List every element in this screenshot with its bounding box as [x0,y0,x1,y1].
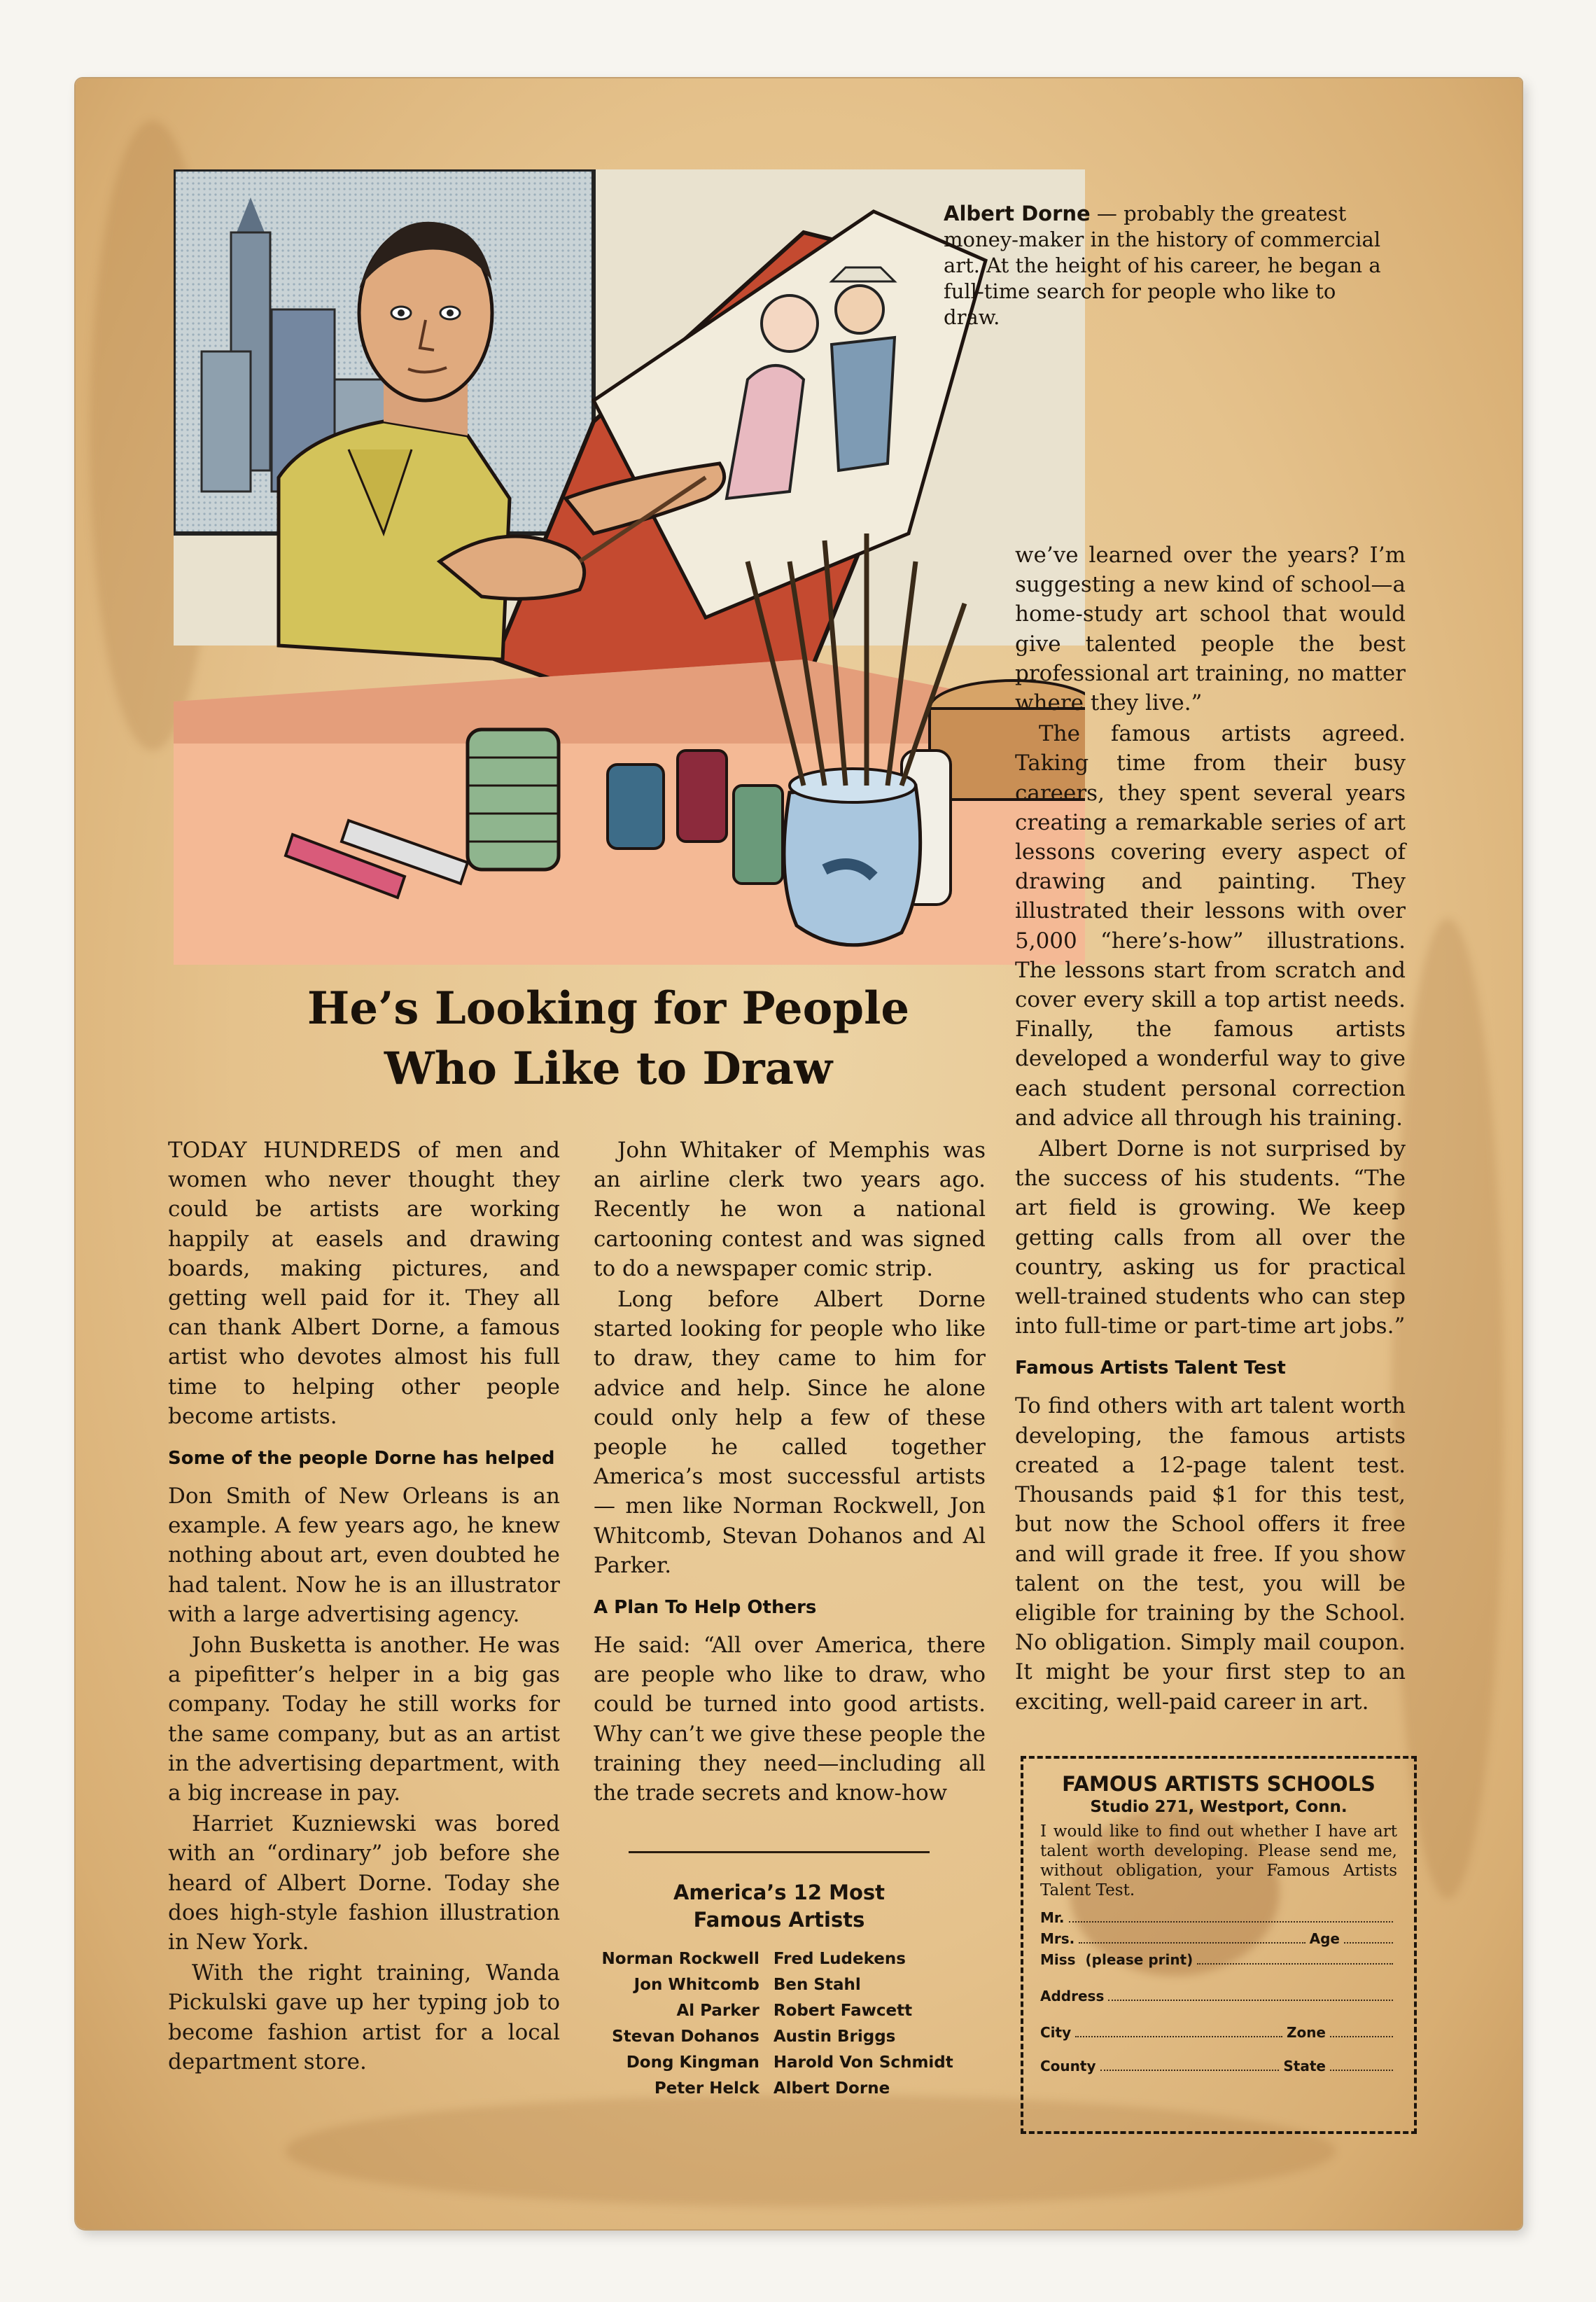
artist-row [569,2050,989,2076]
coupon-mr-line[interactable] [1040,1907,1397,1928]
coupon-mr-field[interactable] [1069,1907,1393,1923]
coupon-address-line[interactable] [1040,1986,1397,2007]
artists-table [569,1946,989,2102]
headline-line-1: He’s Looking for People [307,982,910,1035]
coupon-county-label: County [1040,2058,1096,2074]
coupon-address-field[interactable] [1108,1986,1393,2001]
comic-back-cover-page [76,78,1522,2229]
artist-row [569,1998,989,2024]
artist-name: Jon Whitcomb [634,1976,760,1994]
coupon-miss-line[interactable] [1040,1949,1397,1970]
coupon-state-field[interactable] [1330,2056,1393,2071]
coupon-zone-label: Zone [1286,2024,1326,2041]
article-column-3 [1015,540,1406,1718]
paragraph: To find others with art talent worth developing, the famous artists created a 12-page talent test. Thousands paid $1 for this test, but now the School offers it free and will grade it free. If you show talent on the test, you will be eligible for training by the School. No obligation. Simply mail coupon. It might be your first step to an exciting, well-paid career in art. [1015,1393,1406,1715]
famous-artists-title-line-1: America’s 12 Most [673,1881,886,1904]
paragraph: Albert Dorne is not surprised by the success of his students. “The art field is growing. We keep getting calls from all over the country, asking us for practical well-trained students who can step into full-time or part-time art jobs.” [1015,1136,1406,1339]
coupon-title: FAMOUS ARTISTS SCHOOLS [1062,1772,1376,1796]
caption-text: — probably the greatest money-maker in the history of commercial art. At the height of his career, he began a full-time search for people who like to draw. [944,202,1381,329]
page-stain [1392,919,1504,1899]
paragraph: Long before Albert Dorne started looking for people who like to draw, they came to him for advice and help. Since he alone could only help a few of these people he called together America’s most successful artists — men like Norman Rockwell, Jon Whitcomb, Stevan Dohanos and Al Parker. [594,1287,986,1578]
coupon-zone-field[interactable] [1330,2022,1393,2037]
artist-name: Albert Dorne [773,2079,890,2098]
headline [181,979,1036,1099]
paragraph: The famous artists agreed. Taking time from their busy careers, they spent several years creating a remarkable series of art lessons covering every aspect of drawing and painting. They illustrated their lessons with over 5,000 “here’s-how” illustrations. The lessons start from scratch and cover every skill a top artist needs. Finally, the famous artists developed a wonderful way to give each student personal correction and advice all through his training. [1015,721,1406,1131]
caption-name: Albert Dorne [944,202,1091,225]
coupon-print-note: (please print) [1085,1951,1194,1968]
artist-name: Austin Briggs [773,2028,896,2046]
subhead-talent-test: Famous Artists Talent Test [1015,1358,1286,1379]
subhead-people-helped: Some of the people Dorne has helped [168,1448,555,1470]
coupon-mrs-line[interactable] [1040,1928,1397,1949]
famous-artists-title-line-2: Famous Artists [693,1908,865,1932]
subhead-plan: A Plan To Help Others [594,1597,817,1619]
artist-row [569,2024,989,2050]
coupon-state-label: State [1283,2058,1326,2074]
coupon-name-field[interactable] [1197,1949,1393,1965]
paragraph: He said: “All over America, there are people who like to draw, who could be turned into good artists. Why can’t we give these people the training they need—including all the trade secrets and know-how [594,1633,986,1806]
coupon-county-field[interactable] [1100,2056,1280,2071]
article-column-1 [168,1136,560,2078]
article-column-2 [594,1136,986,1809]
mail-coupon[interactable] [1021,1756,1417,2134]
artist-name: Norman Rockwell [601,1950,760,1968]
artist-name: Harold Von Schmidt [773,2053,953,2072]
coupon-city-field[interactable] [1075,2022,1282,2037]
illustration-caption [944,201,1392,330]
coupon-county-line[interactable] [1040,2056,1397,2077]
famous-artists-title [569,1879,989,1934]
coupon-age-label: Age [1309,1930,1340,1947]
paragraph: Don Smith of New Orleans is an example. A few years ago, he knew nothing about art, even doubted he had talent. Now he is an illustrator with a large advertising agency. [168,1484,560,1627]
coupon-mrs-field[interactable] [1079,1928,1305,1944]
paragraph: John Busketta is another. He was a pipefitter’s helper in a big gas company. Today he still works for the same company, but as an artist in the advertising department, with a big increase in pay. [168,1633,560,1806]
artist-name: Dong Kingman [626,2053,760,2072]
coupon-city-label: City [1040,2024,1072,2041]
paragraph: With the right training, Wanda Pickulski gave up her typing job to become fashion artist for a local department store. [168,1960,560,2074]
coupon-body: I would like to find out whether I have art talent worth developing. Please send me, without obligation, your Famous Artists Talent Test. [1040,1822,1397,1899]
coupon-address-label: Address [1040,1988,1105,2004]
artist-name: Ben Stahl [773,1976,861,1994]
artist-name: Al Parker [676,2002,760,2020]
famous-artists-box [569,1879,989,2102]
paragraph: TODAY HUNDREDS of men and women who never thought they could be artists are working happily at easels and drawing boards, making pictures, and getting well paid for it. They all can thank Albert Dorne, a famous artist who devotes almost his full time to helping other people become artists. [168,1138,560,1429]
artist-row [569,1946,989,1972]
headline-line-2: Who Like to Draw [384,1042,833,1095]
divider-rule [629,1851,930,1853]
paragraph: Harriet Kuzniewski was bored with an “ordinary” job before she heard of Albert Dorne. Today she does high-style fashion illustration in New York. [168,1811,560,1955]
artist-name: Fred Ludekens [773,1950,906,1968]
coupon-miss-label: Miss [1040,1951,1076,1968]
artist-name: Peter Helck [654,2079,760,2098]
artist-name: Stevan Dohanos [612,2028,760,2046]
coupon-mrs-label: Mrs. [1040,1930,1075,1947]
coupon-studio: Studio 271, Westport, Conn. [1090,1798,1348,1816]
coupon-mr-label: Mr. [1040,1909,1065,1926]
paragraph: we’ve learned over the years? I’m suggesting a new kind of school—a home-study art school that would give talented people the best professional art training, no matter where they live.” [1015,543,1406,716]
artist-row [569,1972,989,1998]
artist-name: Robert Fawcett [773,2002,913,2020]
coupon-city-line[interactable] [1040,2022,1397,2043]
coupon-age-field[interactable] [1344,1928,1393,1944]
paragraph: John Whitaker of Memphis was an airline clerk two years ago. Recently he won a national cartooning contest and was signed to do a newspaper comic strip. [594,1138,986,1281]
artist-row [569,2076,989,2102]
